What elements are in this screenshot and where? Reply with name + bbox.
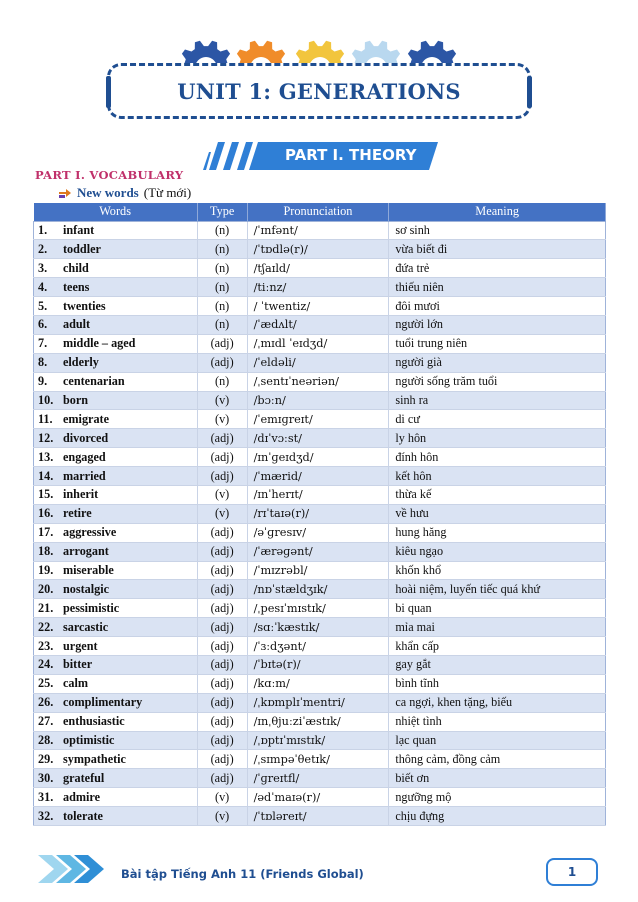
word-text: complimentary	[63, 695, 143, 710]
word-cell	[34, 561, 198, 580]
table-row	[34, 334, 606, 353]
type-cell: (v)	[197, 504, 247, 523]
word-cell	[34, 618, 198, 637]
part-banner-label: PART I. THEORY	[285, 146, 417, 164]
table-row	[34, 448, 606, 467]
meaning-cell: đứa trẻ	[389, 259, 606, 278]
table-row	[34, 391, 606, 410]
unit-title-box	[107, 63, 531, 119]
row-number: 11.	[38, 411, 53, 426]
type-cell: (adj)	[197, 467, 247, 486]
table-row	[34, 788, 606, 807]
row-number: 28.	[38, 732, 54, 747]
word-text: aggressive	[63, 525, 117, 540]
type-cell: (n)	[197, 221, 247, 240]
column-header-pronunciation: Pronunciation	[247, 203, 389, 221]
type-cell: (n)	[197, 278, 247, 297]
word-cell	[34, 655, 198, 674]
table-row	[34, 750, 606, 769]
section-heading: PART I. VOCABULARY	[35, 168, 184, 182]
part-banner	[203, 142, 438, 170]
type-cell: (adj)	[197, 542, 247, 561]
footer-chevrons-icon	[38, 853, 110, 885]
meaning-cell: thông cảm, đồng cảm	[389, 750, 606, 769]
table-row	[34, 429, 606, 448]
pronunciation-cell: /ˌmɪdl ˈeɪdʒd/	[247, 334, 389, 353]
word-cell	[34, 315, 198, 334]
pronunciation-cell: /ˈeldəli/	[247, 353, 389, 372]
table-row	[34, 240, 606, 259]
word-cell	[34, 807, 198, 826]
word-cell	[34, 750, 198, 769]
vocabulary-table	[33, 203, 606, 826]
row-number: 14.	[38, 468, 54, 483]
row-number: 16.	[38, 506, 54, 521]
word-cell	[34, 259, 198, 278]
pronunciation-cell: /tiːnz/	[247, 278, 389, 297]
subheading-en: New words	[77, 185, 139, 200]
meaning-cell: đôi mươi	[389, 297, 606, 316]
row-number: 19.	[38, 562, 54, 577]
word-text: married	[63, 468, 106, 483]
type-cell: (n)	[197, 297, 247, 316]
row-number: 9.	[38, 374, 48, 389]
meaning-cell: biết ơn	[389, 769, 606, 788]
table-row	[34, 542, 606, 561]
meaning-cell: ngưỡng mộ	[389, 788, 606, 807]
type-cell: (adj)	[197, 674, 247, 693]
meaning-cell: di cư	[389, 410, 606, 429]
type-cell: (adj)	[197, 712, 247, 731]
pronunciation-cell: / ˈtwentiz/	[247, 297, 389, 316]
table-row	[34, 655, 606, 674]
unit-title: UNIT 1: GENERATIONS	[177, 78, 461, 104]
table-row	[34, 353, 606, 372]
pronunciation-cell: /ˌkɒmplɪˈmentri/	[247, 693, 389, 712]
pronunciation-cell: /ˈærəɡənt/	[247, 542, 389, 561]
word-cell	[34, 485, 198, 504]
type-cell: (v)	[197, 788, 247, 807]
row-number: 1.	[38, 222, 48, 237]
meaning-cell: hung hăng	[389, 523, 606, 542]
word-cell	[34, 353, 198, 372]
meaning-cell: bi quan	[389, 599, 606, 618]
table-row	[34, 504, 606, 523]
pronunciation-cell: /ɪnˈherɪt/	[247, 485, 389, 504]
row-number: 8.	[38, 355, 48, 370]
word-text: enthusiastic	[63, 714, 125, 729]
type-cell: (v)	[197, 410, 247, 429]
type-cell: (adj)	[197, 334, 247, 353]
word-cell	[34, 334, 198, 353]
row-number: 29.	[38, 751, 54, 766]
pronunciation-cell: /ˈbɪtə(r)/	[247, 655, 389, 674]
table-row	[34, 674, 606, 693]
meaning-cell: người già	[389, 353, 606, 372]
table-row	[34, 693, 606, 712]
table-row	[34, 580, 606, 599]
pronunciation-cell: /əˈɡresɪv/	[247, 523, 389, 542]
row-number: 5.	[38, 298, 48, 313]
meaning-cell: kết hôn	[389, 467, 606, 486]
meaning-cell: lạc quan	[389, 731, 606, 750]
row-number: 2.	[38, 241, 48, 256]
meaning-cell: khốn khổ	[389, 561, 606, 580]
table-row	[34, 731, 606, 750]
table-row	[34, 410, 606, 429]
meaning-cell: chịu đựng	[389, 807, 606, 826]
meaning-cell: vừa biết đi	[389, 240, 606, 259]
word-text: teens	[63, 279, 90, 294]
type-cell: (adj)	[197, 429, 247, 448]
meaning-cell: tuổi trung niên	[389, 334, 606, 353]
type-cell: (adj)	[197, 353, 247, 372]
pronunciation-cell: /ˈmærid/	[247, 467, 389, 486]
word-text: centenarian	[63, 374, 125, 389]
row-number: 25.	[38, 676, 54, 691]
row-number: 18.	[38, 544, 54, 559]
word-cell	[34, 504, 198, 523]
table-row	[34, 372, 606, 391]
type-cell: (n)	[197, 372, 247, 391]
row-number: 15.	[38, 487, 54, 502]
word-text: miserable	[63, 562, 114, 577]
meaning-cell: hoài niệm, luyến tiếc quá khứ	[389, 580, 606, 599]
table-row	[34, 561, 606, 580]
word-cell	[34, 410, 198, 429]
table-row	[34, 769, 606, 788]
pronunciation-cell: /kɑːm/	[247, 674, 389, 693]
meaning-cell: nhiệt tình	[389, 712, 606, 731]
type-cell: (adj)	[197, 523, 247, 542]
word-text: engaged	[63, 449, 106, 464]
table-header-row	[34, 203, 606, 221]
word-text: infant	[63, 222, 95, 237]
subheading-vi: (Từ mới)	[143, 185, 192, 200]
pronunciation-cell: /ˈtɒləreɪt/	[247, 807, 389, 826]
table-row	[34, 712, 606, 731]
word-text: urgent	[63, 638, 98, 653]
type-cell: (adj)	[197, 637, 247, 656]
meaning-cell: đính hôn	[389, 448, 606, 467]
pronunciation-cell: /ˈɜːdʒənt/	[247, 637, 389, 656]
row-number: 10.	[38, 392, 54, 407]
row-number: 21.	[38, 600, 54, 615]
row-number: 17.	[38, 525, 54, 540]
type-cell: (adj)	[197, 769, 247, 788]
type-cell: (v)	[197, 807, 247, 826]
word-cell	[34, 788, 198, 807]
type-cell: (v)	[197, 485, 247, 504]
table-row	[34, 599, 606, 618]
column-header-words: Words	[34, 203, 198, 221]
title-box-bar-left	[106, 76, 111, 108]
table-row	[34, 315, 606, 334]
word-text: optimistic	[63, 732, 115, 747]
pronunciation-cell: /ədˈmaɪə(r)/	[247, 788, 389, 807]
pronunciation-cell: /ˌsentɪˈneəriən/	[247, 372, 389, 391]
meaning-cell: ca ngợi, khen tặng, biếu	[389, 693, 606, 712]
table-row	[34, 278, 606, 297]
meaning-cell: sinh ra	[389, 391, 606, 410]
meaning-cell: ly hôn	[389, 429, 606, 448]
word-cell	[34, 580, 198, 599]
meaning-cell: kiêu ngạo	[389, 542, 606, 561]
row-number: 7.	[38, 336, 48, 351]
word-cell	[34, 731, 198, 750]
pronunciation-cell: /tʃaɪld/	[247, 259, 389, 278]
word-cell	[34, 599, 198, 618]
pronunciation-cell: /nɒˈstældʒɪk/	[247, 580, 389, 599]
type-cell: (adj)	[197, 618, 247, 637]
type-cell: (n)	[197, 240, 247, 259]
meaning-cell: khẩn cấp	[389, 637, 606, 656]
type-cell: (adj)	[197, 731, 247, 750]
pronunciation-cell: /ɪnˌθjuːziˈæstɪk/	[247, 712, 389, 731]
meaning-cell: thiếu niên	[389, 278, 606, 297]
row-number: 22.	[38, 619, 54, 634]
type-cell: (adj)	[197, 655, 247, 674]
word-cell	[34, 221, 198, 240]
row-number: 27.	[38, 714, 54, 729]
type-cell: (adj)	[197, 693, 247, 712]
type-cell: (n)	[197, 315, 247, 334]
row-number: 6.	[38, 317, 48, 332]
pronunciation-cell: /ɪnˈɡeɪdʒd/	[247, 448, 389, 467]
pronunciation-cell: /ˈɪnfənt/	[247, 221, 389, 240]
word-cell	[34, 429, 198, 448]
word-text: grateful	[63, 770, 105, 785]
page-number-box	[546, 858, 598, 886]
word-text: arrogant	[63, 544, 109, 559]
word-cell	[34, 523, 198, 542]
row-number: 26.	[38, 695, 54, 710]
word-cell	[34, 769, 198, 788]
type-cell: (n)	[197, 259, 247, 278]
word-text: adult	[63, 317, 91, 332]
column-header-meaning: Meaning	[389, 203, 606, 221]
word-text: tolerate	[63, 808, 103, 823]
pronunciation-cell: /ˈtɒdlə(r)/	[247, 240, 389, 259]
pronunciation-cell: /ˈædʌlt/	[247, 315, 389, 334]
row-number: 30.	[38, 770, 54, 785]
table-row	[34, 221, 606, 240]
word-text: twenties	[63, 298, 106, 313]
type-cell: (adj)	[197, 448, 247, 467]
word-cell	[34, 542, 198, 561]
word-text: sympathetic	[63, 751, 126, 766]
column-header-type: Type	[197, 203, 247, 221]
table-row	[34, 618, 606, 637]
meaning-cell: người lớn	[389, 315, 606, 334]
word-cell	[34, 448, 198, 467]
word-cell	[34, 372, 198, 391]
word-text: inherit	[63, 487, 99, 502]
word-text: pessimistic	[63, 600, 120, 615]
word-cell	[34, 240, 198, 259]
table-row	[34, 807, 606, 826]
table-row	[34, 637, 606, 656]
row-number: 31.	[38, 789, 54, 804]
word-text: divorced	[63, 430, 109, 445]
pronunciation-cell: /sɑːˈkæstɪk/	[247, 618, 389, 637]
type-cell: (adj)	[197, 750, 247, 769]
pointing-hand-icon	[58, 187, 72, 199]
pronunciation-cell: /ˈemɪɡreɪt/	[247, 410, 389, 429]
word-cell	[34, 278, 198, 297]
word-cell	[34, 712, 198, 731]
pronunciation-cell: /ˈmɪzrəbl/	[247, 561, 389, 580]
word-text: admire	[63, 789, 101, 804]
pronunciation-cell: /bɔːn/	[247, 391, 389, 410]
meaning-cell: bình tĩnh	[389, 674, 606, 693]
meaning-cell: thừa kế	[389, 485, 606, 504]
row-number: 4.	[38, 279, 48, 294]
word-text: elderly	[63, 355, 99, 370]
title-box-bar-right	[527, 76, 532, 108]
row-number: 32.	[38, 808, 54, 823]
word-cell	[34, 693, 198, 712]
meaning-cell: về hưu	[389, 504, 606, 523]
type-cell: (adj)	[197, 561, 247, 580]
word-text: bitter	[63, 657, 93, 672]
meaning-cell: sơ sinh	[389, 221, 606, 240]
row-number: 24.	[38, 657, 54, 672]
word-text: toddler	[63, 241, 101, 256]
pronunciation-cell: /ˌɒptɪˈmɪstɪk/	[247, 731, 389, 750]
meaning-cell: người sống trăm tuổi	[389, 372, 606, 391]
word-text: emigrate	[63, 411, 110, 426]
word-cell	[34, 297, 198, 316]
word-cell	[34, 467, 198, 486]
table-row	[34, 523, 606, 542]
table-row	[34, 467, 606, 486]
word-cell	[34, 391, 198, 410]
word-text: nostalgic	[63, 581, 110, 596]
meaning-cell: mỉa mai	[389, 618, 606, 637]
footer-book-title: Bài tập Tiếng Anh 11 (Friends Global)	[121, 867, 364, 881]
row-number: 13.	[38, 449, 54, 464]
word-text: calm	[63, 676, 89, 691]
pronunciation-cell: /rɪˈtaɪə(r)/	[247, 504, 389, 523]
pronunciation-cell: /ˌpesɪˈmɪstɪk/	[247, 599, 389, 618]
table-row	[34, 297, 606, 316]
word-cell	[34, 637, 198, 656]
type-cell: (v)	[197, 391, 247, 410]
type-cell: (adj)	[197, 580, 247, 599]
word-cell	[34, 674, 198, 693]
type-cell: (adj)	[197, 599, 247, 618]
table-row	[34, 485, 606, 504]
meaning-cell: gay gắt	[389, 655, 606, 674]
word-text: retire	[63, 506, 92, 521]
row-number: 23.	[38, 638, 54, 653]
row-number: 12.	[38, 430, 54, 445]
row-number: 3.	[38, 260, 48, 275]
word-text: middle – aged	[63, 336, 136, 351]
page-number: 1	[567, 865, 577, 879]
pronunciation-cell: /ˈɡreɪtfl/	[247, 769, 389, 788]
subheading	[58, 185, 191, 201]
word-text: sarcastic	[63, 619, 109, 634]
pronunciation-cell: /ˌsɪmpəˈθetɪk/	[247, 750, 389, 769]
row-number: 20.	[38, 581, 54, 596]
word-text: child	[63, 260, 89, 275]
word-text: born	[63, 392, 89, 407]
pronunciation-cell: /dɪˈvɔːst/	[247, 429, 389, 448]
table-row	[34, 259, 606, 278]
